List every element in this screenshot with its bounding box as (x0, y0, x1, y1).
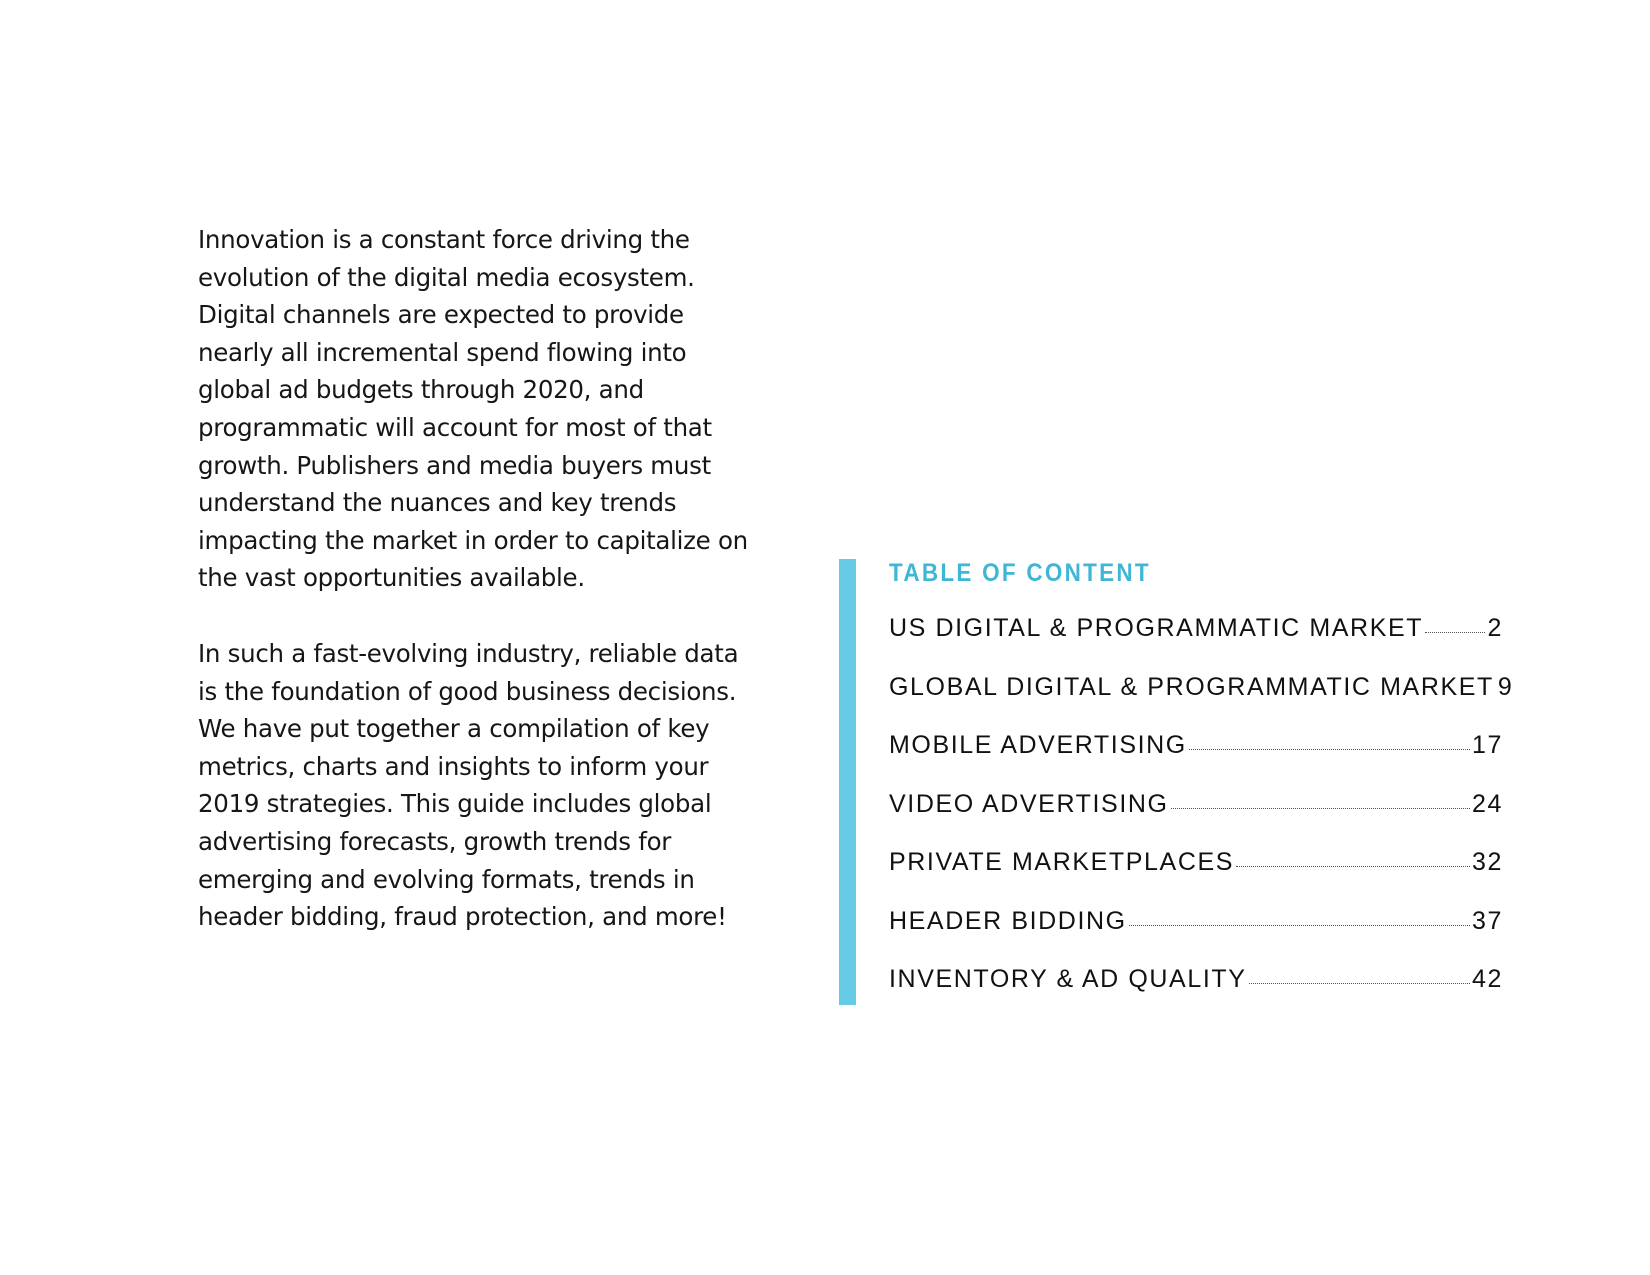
toc-entry-page: 17 (1471, 731, 1503, 759)
toc-entry-page: 9 (1497, 672, 1514, 701)
toc-entry-label: PRIVATE MARKETPLACES (889, 848, 1235, 876)
toc-dot-leader (1425, 632, 1485, 633)
toc-entry-label: VIDEO ADVERTISING (889, 789, 1169, 818)
toc-dot-leader (1171, 808, 1470, 809)
intro-text (198, 221, 758, 974)
toc-entry-page: 37 (1471, 906, 1503, 935)
intro-paragraph-2: In such a fast-evolving industry, reliable data is the foundation of good business decisions. We have put together a compilation of key metrics, charts and insights to inform your 2019 strategies. This guide includes global advertising forecasts, growth trends for emerging and evolving formats, trends in header bidding, fraud protection, and more! (198, 638, 739, 932)
toc-dot-leader (1236, 866, 1470, 867)
toc-entry[interactable] (889, 614, 1503, 673)
toc-title: TABLE OF CONTENT (889, 559, 1151, 587)
toc-dot-leader (1189, 749, 1470, 750)
toc-accent-bar (839, 559, 856, 1005)
toc-entry[interactable] (889, 731, 1503, 790)
toc-dot-leader (1249, 983, 1470, 984)
table-of-contents (889, 556, 1514, 1024)
toc-entry-page: 24 (1471, 789, 1503, 818)
toc-entry-label: HEADER BIDDING (889, 906, 1127, 935)
toc-entry[interactable] (889, 848, 1503, 907)
toc-entry[interactable] (889, 965, 1503, 1024)
toc-entry-label: US DIGITAL & PROGRAMMATIC MARKET (889, 614, 1424, 642)
toc-entry-page: 2 (1487, 614, 1503, 642)
toc-entry-label: GLOBAL DIGITAL & PROGRAMMATIC MARKET (889, 672, 1494, 701)
toc-entry-page: 42 (1471, 965, 1503, 993)
toc-entry[interactable] (889, 907, 1503, 966)
intro-paragraph-1: Innovation is a constant force driving the evolution of the digital media ecosystem. Digital channels are expected to provide nearly all incremental spend flowing into global ad budgets through 2020, and programmatic will account for most of that growth. Publishers and media buyers must understand the nuances and key trends impacting the market in order to capitalize on the vast opportunities available. (198, 225, 748, 593)
toc-entry-label: MOBILE ADVERTISING (889, 731, 1187, 759)
toc-entry[interactable] (889, 672, 1514, 732)
toc-entry-page: 32 (1471, 848, 1503, 876)
toc-dot-leader (1129, 925, 1470, 926)
toc-entry[interactable] (889, 790, 1503, 849)
toc-entry-label: INVENTORY & AD QUALITY (889, 965, 1247, 993)
